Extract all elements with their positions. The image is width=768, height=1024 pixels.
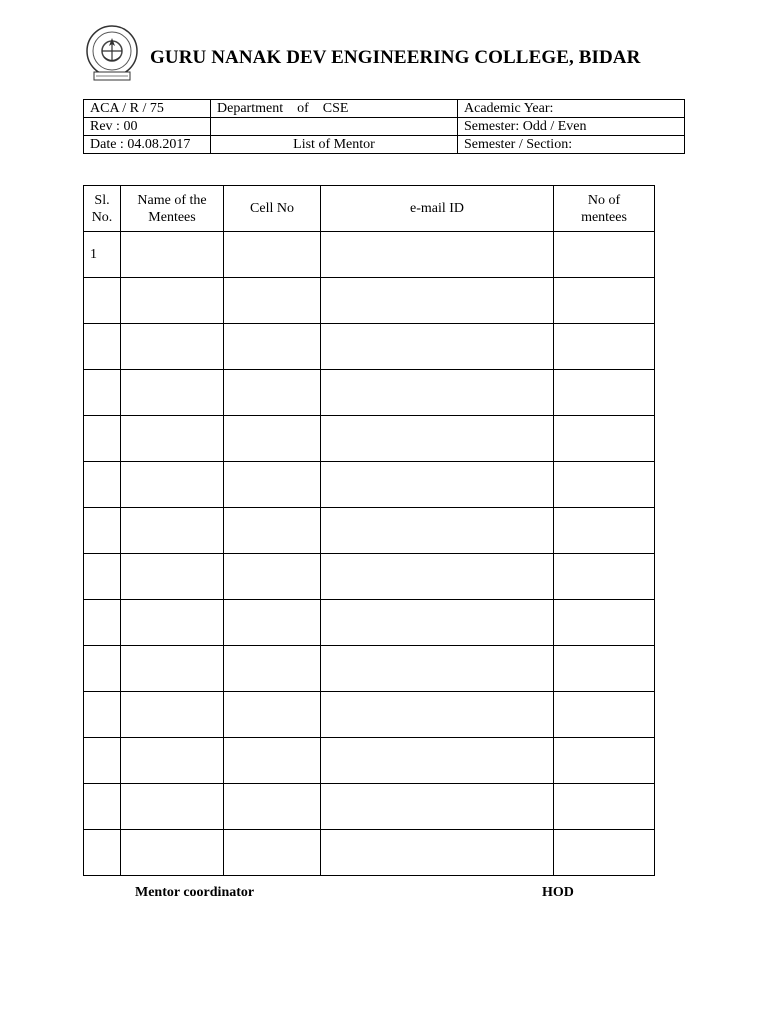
college-emblem-icon	[84, 24, 140, 84]
no-of-mentees-cell	[554, 416, 655, 462]
academic-year-cell: Academic Year:	[458, 100, 685, 118]
mentee-name-cell	[121, 416, 224, 462]
no-of-mentees-cell	[554, 462, 655, 508]
table-row	[84, 784, 655, 830]
email-id-cell	[321, 324, 554, 370]
sl-no-cell	[84, 554, 121, 600]
mentee-name-cell	[121, 508, 224, 554]
table-row	[84, 600, 655, 646]
mentee-name-cell	[121, 692, 224, 738]
mentee-name-cell	[121, 600, 224, 646]
mentee-name-cell	[121, 830, 224, 876]
cell-no-cell	[224, 278, 321, 324]
email-id-cell	[321, 462, 554, 508]
cell-no-cell	[224, 232, 321, 278]
doc-ref-cell: ACA / R / 75	[84, 100, 211, 118]
mentee-name-cell	[121, 370, 224, 416]
document-meta-table	[83, 99, 685, 154]
email-id-cell	[321, 370, 554, 416]
list-title-cell: List of Mentor	[211, 136, 458, 154]
mentee-name-cell	[121, 232, 224, 278]
mentee-name-cell	[121, 738, 224, 784]
table-row	[84, 508, 655, 554]
email-id-cell	[321, 416, 554, 462]
sl-no-cell	[84, 508, 121, 554]
cell-no-cell	[224, 554, 321, 600]
sl-no-cell: 1	[84, 232, 121, 278]
sl-no-cell	[84, 600, 121, 646]
college-title: GURU NANAK DEV ENGINEERING COLLEGE, BIDAR	[150, 47, 641, 68]
cell-no-cell	[224, 692, 321, 738]
mentor-coordinator-signature: Mentor coordinator	[135, 885, 255, 900]
email-id-cell	[321, 508, 554, 554]
cell-no-cell	[224, 600, 321, 646]
semester-cell: Semester: Odd / Even	[458, 118, 685, 136]
mentee-name-cell	[121, 324, 224, 370]
sl-no-cell	[84, 416, 121, 462]
cell-no-cell	[224, 784, 321, 830]
mentee-name-cell	[121, 554, 224, 600]
cell-no-cell	[224, 508, 321, 554]
table-row	[84, 370, 655, 416]
no-of-mentees-cell	[554, 646, 655, 692]
no-of-mentees-cell	[554, 508, 655, 554]
table-row	[84, 462, 655, 508]
header-cell-no: Cell No	[224, 186, 321, 232]
no-of-mentees-cell	[554, 278, 655, 324]
table-row	[84, 692, 655, 738]
mentees-table	[83, 185, 655, 876]
table-row	[84, 738, 655, 784]
sl-no-cell	[84, 738, 121, 784]
section-cell: Semester / Section:	[458, 136, 685, 154]
sl-no-cell	[84, 830, 121, 876]
table-row	[84, 232, 655, 278]
no-of-mentees-cell	[554, 830, 655, 876]
mentee-name-cell	[121, 646, 224, 692]
email-id-cell	[321, 738, 554, 784]
email-id-cell	[321, 554, 554, 600]
header-sl-no: Sl. No.	[84, 186, 121, 232]
header-email-id: e-mail ID	[321, 186, 554, 232]
mentee-name-cell	[121, 462, 224, 508]
hod-signature: HOD	[542, 885, 574, 900]
email-id-cell	[321, 830, 554, 876]
cell-no-cell	[224, 416, 321, 462]
date-cell: Date : 04.08.2017	[84, 136, 211, 154]
cell-no-cell	[224, 830, 321, 876]
sl-no-cell	[84, 324, 121, 370]
table-row	[84, 416, 655, 462]
no-of-mentees-cell	[554, 370, 655, 416]
sl-no-cell	[84, 278, 121, 324]
no-of-mentees-cell	[554, 738, 655, 784]
cell-no-cell	[224, 462, 321, 508]
header-mentee-name: Name of the Mentees	[121, 186, 224, 232]
sl-no-cell	[84, 462, 121, 508]
no-of-mentees-cell	[554, 784, 655, 830]
email-id-cell	[321, 232, 554, 278]
no-of-mentees-cell	[554, 324, 655, 370]
mentee-name-cell	[121, 784, 224, 830]
department-cell: Department of CSE	[211, 100, 458, 118]
table-row	[84, 554, 655, 600]
no-of-mentees-cell	[554, 692, 655, 738]
table-row	[84, 278, 655, 324]
mentee-name-cell	[121, 278, 224, 324]
email-id-cell	[321, 600, 554, 646]
table-row	[84, 646, 655, 692]
table-row	[84, 324, 655, 370]
revision-cell: Rev : 00	[84, 118, 211, 136]
table-row	[84, 830, 655, 876]
sl-no-cell	[84, 370, 121, 416]
empty-meta-cell	[211, 118, 458, 136]
sl-no-cell	[84, 646, 121, 692]
no-of-mentees-cell	[554, 600, 655, 646]
cell-no-cell	[224, 738, 321, 784]
table-header-row	[84, 186, 655, 232]
cell-no-cell	[224, 370, 321, 416]
cell-no-cell	[224, 646, 321, 692]
sl-no-cell	[84, 692, 121, 738]
sl-no-cell	[84, 784, 121, 830]
email-id-cell	[321, 646, 554, 692]
cell-no-cell	[224, 324, 321, 370]
email-id-cell	[321, 278, 554, 324]
no-of-mentees-cell	[554, 554, 655, 600]
no-of-mentees-cell	[554, 232, 655, 278]
header-no-of-mentees: No of mentees	[554, 186, 655, 232]
email-id-cell	[321, 784, 554, 830]
email-id-cell	[321, 692, 554, 738]
